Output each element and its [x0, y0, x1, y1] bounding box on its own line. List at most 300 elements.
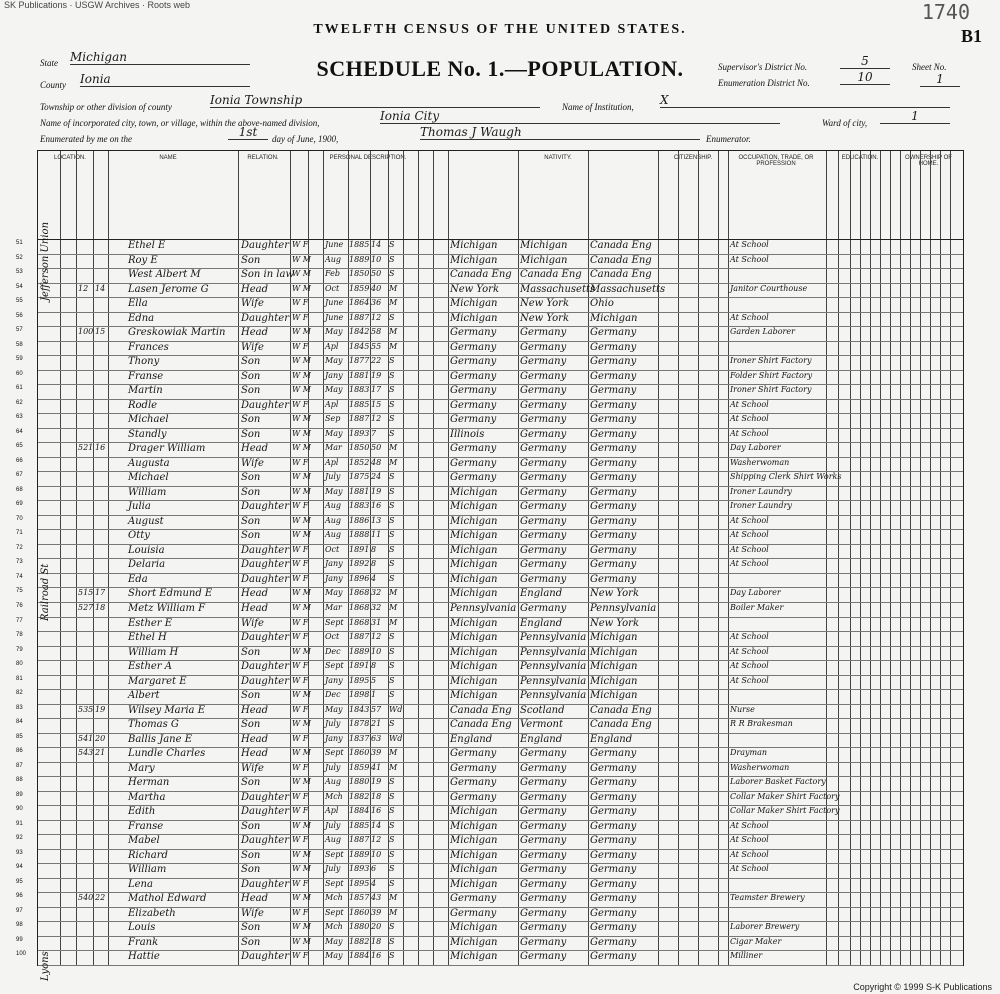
row-divider [38, 878, 963, 879]
occupation: At School [730, 632, 769, 642]
mother-birthplace: Germany [590, 951, 637, 963]
row-number: 69 [16, 501, 23, 508]
age: 18 [371, 936, 382, 946]
marital-status: S [389, 254, 395, 264]
row-number: 57 [16, 327, 23, 334]
row-number: 58 [16, 341, 23, 348]
ward-label: Ward of city, [822, 118, 868, 128]
relation: Head [241, 443, 269, 455]
father-birthplace: England [520, 733, 563, 745]
person-name: Ballis Jane E [128, 733, 193, 745]
race-sex: W M [292, 646, 311, 656]
occupation: Washerwoman [730, 762, 790, 772]
relation: Head [241, 748, 269, 760]
relation: Wife [241, 617, 264, 629]
group-citizenship: CITIZENSHIP. [673, 155, 713, 161]
marital-status: M [389, 298, 398, 308]
age: 32 [371, 588, 382, 598]
birth-year: 1898 [349, 690, 370, 700]
row-divider [38, 529, 963, 530]
relation: Daughter [241, 544, 289, 556]
race-sex: W F [292, 791, 309, 801]
relation: Son [241, 922, 261, 934]
birthplace: Germany [450, 893, 497, 905]
birth-month: Sept [325, 661, 344, 671]
marital-status: S [389, 312, 395, 322]
age: 24 [371, 472, 382, 482]
county-value: Ionia [80, 72, 250, 87]
birthplace: Germany [450, 327, 497, 339]
birthplace: Germany [450, 472, 497, 484]
birth-month: Mch [325, 893, 343, 903]
occupation: Laborer Basket Factory [730, 777, 826, 787]
birth-month: Apl [325, 806, 339, 816]
page-stamp: 1740 [921, 0, 970, 24]
row-divider [38, 399, 963, 400]
mother-birthplace: Germany [590, 327, 637, 339]
marital-status: S [389, 385, 395, 395]
row-divider [38, 907, 963, 908]
relation: Wife [241, 298, 264, 310]
relation: Son [241, 936, 261, 948]
birth-year: 1884 [349, 951, 370, 961]
row-divider [38, 413, 963, 414]
copyright-notice: Copyright © 1999 S-K Publications [853, 982, 992, 992]
institution-label: Name of Institution, [562, 102, 634, 112]
row-number: 59 [16, 356, 23, 363]
father-birthplace: Germany [520, 370, 567, 382]
father-birthplace: Germany [520, 530, 567, 542]
occupation: At School [730, 515, 769, 525]
row-number: 56 [16, 312, 23, 319]
birth-month: Aug [325, 835, 342, 845]
birth-month: May [325, 588, 343, 598]
header-divider [38, 239, 963, 240]
marital-status: S [389, 515, 395, 525]
father-birthplace: Pennsylvania [520, 661, 587, 673]
birthplace: Michigan [450, 835, 498, 847]
relation: Head [241, 603, 269, 614]
birth-year: 1852 [349, 457, 370, 467]
birth-month: Mar [325, 603, 342, 612]
age: 17 [371, 385, 382, 395]
row-number: 85 [16, 733, 23, 740]
father-birthplace: New York [520, 298, 569, 310]
relation: Daughter [241, 312, 289, 324]
township-label: Township or other division of county [40, 102, 172, 112]
marital-status: S [389, 675, 395, 685]
group-education: EDUCATION. [841, 155, 879, 161]
occupation: Garden Laborer [730, 327, 795, 337]
race-sex: W M [292, 922, 311, 932]
marital-status: S [389, 428, 395, 438]
mother-birthplace: Germany [590, 385, 637, 397]
father-birthplace: Germany [520, 849, 567, 861]
father-birthplace: Germany [520, 806, 567, 818]
marital-status: M [389, 283, 398, 293]
father-birthplace: Germany [520, 835, 567, 847]
row-number: 90 [16, 806, 23, 813]
person-name: Frances [128, 341, 169, 353]
person-name: Ethel H [128, 632, 167, 644]
group-name: NAME [159, 155, 177, 161]
birth-month: Jany [325, 559, 343, 569]
age: 22 [371, 356, 382, 366]
birth-year: 1881 [349, 486, 370, 496]
occupation: Ironer Shirt Factory [730, 385, 812, 395]
birth-year: 1882 [349, 936, 370, 946]
row-divider [38, 500, 963, 501]
age: 16 [371, 501, 382, 511]
relation: Daughter [241, 661, 289, 673]
enumerated-day: 1st [228, 125, 268, 140]
birthplace: Michigan [450, 878, 498, 890]
birth-month: Dec [325, 690, 341, 700]
birth-month: Aug [325, 530, 342, 540]
mother-birthplace: Germany [590, 777, 637, 789]
row-number: 73 [16, 559, 23, 566]
mother-birthplace: Germany [590, 893, 637, 905]
race-sex: W M [292, 486, 311, 496]
marital-status: M [389, 603, 398, 612]
birth-month: Oct [325, 544, 340, 554]
birth-year: 1887 [349, 835, 370, 845]
row-divider [38, 486, 963, 487]
birth-month: July [325, 719, 341, 729]
row-number: 91 [16, 820, 23, 827]
occupation: Ironer Laundry [730, 501, 792, 511]
father-birthplace: Germany [520, 327, 567, 339]
relation: Son [241, 254, 261, 266]
marital-status: M [389, 617, 398, 627]
relation: Daughter [241, 951, 289, 963]
row-number: 52 [16, 254, 23, 261]
row-number: 81 [16, 675, 23, 682]
birth-month: Aug [325, 777, 342, 787]
row-divider [38, 384, 963, 385]
birth-year: 1837 [349, 733, 370, 743]
birth-year: 1883 [349, 385, 370, 395]
race-sex: W F [292, 501, 309, 511]
sheet-label: Sheet No. [912, 62, 947, 72]
age: 58 [371, 327, 382, 337]
row-divider [38, 689, 963, 690]
father-birthplace: Pennsylvania [520, 675, 587, 687]
birth-year: 1859 [349, 283, 370, 293]
city-value: Ionia City [380, 109, 780, 124]
age: 13 [371, 515, 382, 525]
age: 8 [371, 661, 377, 671]
occupation: At School [730, 820, 769, 830]
birth-year: 1891 [349, 661, 370, 671]
occupation: Janitor Courthouse [730, 283, 808, 293]
street-name: Railroad St [40, 563, 51, 621]
relation: Wife [241, 762, 264, 774]
father-birthplace: Massachusetts [520, 283, 596, 295]
occupation: At School [730, 675, 769, 685]
relation: Daughter [241, 399, 289, 411]
birthplace: Michigan [450, 298, 498, 310]
marital-status: S [389, 806, 395, 816]
occupation: Day Laborer [730, 443, 781, 453]
enum-district-value: 10 [840, 70, 890, 85]
row-divider [38, 834, 963, 835]
race-sex: W M [292, 588, 311, 598]
occupation: Washerwoman [730, 457, 790, 467]
age: 55 [371, 341, 382, 351]
father-birthplace: Germany [520, 399, 567, 411]
person-name: Otty [128, 530, 150, 542]
row-divider [38, 965, 963, 966]
person-name: William [128, 486, 167, 498]
birthplace: Michigan [450, 806, 498, 818]
group-relation: RELATION. [247, 155, 279, 161]
age: 39 [371, 748, 382, 758]
birth-month: Oct [325, 632, 340, 642]
birthplace: Michigan [450, 675, 498, 687]
row-number: 99 [16, 936, 23, 943]
birthplace: Germany [450, 443, 497, 455]
institution-value: X [660, 93, 950, 108]
group-ownership: OWNERSHIP OF HOME. [905, 155, 952, 167]
birth-year: 1845 [349, 341, 370, 351]
occupation: At School [730, 530, 769, 540]
age: 50 [371, 443, 382, 453]
age: 19 [371, 370, 382, 380]
person-name: Drager William [128, 443, 206, 455]
row-number: 78 [16, 632, 23, 639]
birthplace: Germany [450, 762, 497, 774]
birth-year: 1887 [349, 414, 370, 424]
marital-status: M [389, 443, 398, 453]
person-name: Julia [128, 501, 151, 513]
race-sex: W F [292, 661, 309, 671]
enumerator-label: Enumerator. [706, 134, 751, 144]
mother-birthplace: Germany [590, 748, 637, 760]
age: 31 [371, 617, 382, 627]
marital-status: M [389, 341, 398, 351]
relation: Wife [241, 341, 264, 353]
person-name: Thomas G [128, 719, 179, 731]
birthplace: England [450, 733, 493, 745]
race-sex: W F [292, 573, 309, 583]
father-birthplace: Germany [520, 501, 567, 513]
race-sex: W M [292, 936, 311, 946]
row-number: 96 [16, 893, 23, 900]
row-number: 100 [16, 951, 27, 958]
row-divider [38, 936, 963, 937]
mother-birthplace: Canada Eng [590, 704, 652, 716]
row-number: 93 [16, 849, 23, 856]
relation: Son [241, 864, 261, 876]
row-divider [38, 849, 963, 850]
birth-month: Dec [325, 646, 341, 656]
occupation: At School [730, 428, 769, 438]
relation: Wife [241, 907, 264, 919]
person-name: Mabel [128, 835, 160, 847]
birth-year: 1887 [349, 632, 370, 642]
race-sex: W F [292, 298, 309, 308]
state-label: State [40, 58, 58, 68]
row-number: 54 [16, 283, 23, 290]
occupation: At School [730, 849, 769, 859]
state-value: Michigan [70, 50, 250, 65]
person-name: Augusta [128, 457, 170, 469]
age: 19 [371, 777, 382, 787]
row-divider [38, 660, 963, 661]
mother-birthplace: Michigan [590, 312, 638, 324]
group-personal: PERSONAL DESCRIPTION. [329, 155, 407, 161]
race-sex: W F [292, 240, 309, 249]
row-divider [38, 355, 963, 356]
mother-birthplace: Michigan [590, 632, 638, 644]
mother-birthplace: Germany [590, 370, 637, 382]
enum-district-label: Enumeration District No. [718, 78, 810, 88]
birthplace: Michigan [450, 515, 498, 527]
marital-status: M [389, 588, 398, 598]
race-sex: W F [292, 341, 309, 351]
birth-year: 1889 [349, 646, 370, 656]
birthplace: Germany [450, 341, 497, 353]
birthplace: Michigan [450, 646, 498, 658]
birthplace: Germany [450, 457, 497, 469]
mother-birthplace: Michigan [590, 661, 638, 673]
birth-year: 1880 [349, 777, 370, 787]
age: 48 [371, 457, 382, 467]
birth-month: Sept [325, 617, 344, 627]
birth-year: 1880 [349, 922, 370, 932]
birth-month: July [325, 820, 341, 830]
relation: Son [241, 356, 261, 368]
mother-birthplace: Canada Eng [590, 269, 652, 281]
occupation: Nurse [730, 704, 755, 714]
occupation: Laborer Brewery [730, 922, 800, 932]
birth-year: 1868 [349, 603, 370, 612]
age: 43 [371, 893, 382, 903]
relation: Head [241, 733, 269, 745]
occupation: Milliner [730, 951, 763, 961]
age: 57 [371, 704, 382, 714]
person-name: Franse [128, 820, 164, 832]
row-number: 71 [16, 530, 23, 537]
father-birthplace: Pennsylvania [520, 690, 587, 702]
occupation: Collar Maker Shirt Factory [730, 791, 840, 801]
marital-status: S [389, 544, 395, 554]
marital-status: S [389, 690, 395, 700]
mother-birthplace: Germany [590, 341, 637, 353]
birthplace: Canada Eng [450, 719, 512, 731]
birth-month: Sep [325, 414, 341, 424]
birth-year: 1864 [349, 298, 370, 308]
race-sex: W M [292, 327, 311, 337]
archive-watermark: SK Publications · USGW Archives · Roots web [4, 0, 191, 10]
birth-year: 1878 [349, 719, 370, 729]
person-name: Delaria [128, 559, 166, 571]
person-name: Rodle [128, 399, 158, 411]
age: 10 [371, 849, 382, 859]
race-sex: W M [292, 515, 311, 525]
birth-year: 1859 [349, 762, 370, 772]
birthplace: Michigan [450, 951, 498, 963]
family-number: 20 [95, 733, 106, 743]
mother-birthplace: Germany [590, 878, 637, 890]
father-birthplace: Germany [520, 762, 567, 774]
marital-status: S [389, 414, 395, 424]
age: 6 [371, 864, 377, 874]
township-value: Ionia Township [210, 93, 540, 108]
supervisor-label: Supervisor's District No. [718, 62, 808, 72]
father-birthplace: Vermont [520, 719, 563, 731]
marital-status: S [389, 878, 395, 888]
age: 19 [371, 486, 382, 496]
birth-month: June [325, 240, 344, 249]
marital-status: S [389, 777, 395, 787]
marital-status: S [389, 791, 395, 801]
relation: Head [241, 283, 269, 295]
mother-birthplace: Canada Eng [590, 254, 652, 266]
marital-status: S [389, 559, 395, 569]
marital-status: S [389, 646, 395, 656]
occupation: Teamster Brewery [730, 893, 805, 903]
person-name: Ethel E [128, 240, 166, 251]
row-divider [38, 950, 963, 951]
father-birthplace: Germany [520, 864, 567, 876]
person-name: Edna [128, 312, 155, 324]
occupation: Drayman [730, 748, 768, 758]
birth-year: 1889 [349, 849, 370, 859]
relation: Daughter [241, 878, 289, 890]
age: 63 [371, 733, 382, 743]
row-number: 97 [16, 907, 23, 914]
father-birthplace: Germany [520, 544, 567, 556]
marital-status: S [389, 486, 395, 496]
row-number: 72 [16, 544, 23, 551]
father-birthplace: Germany [520, 428, 567, 440]
person-name: Elizabeth [128, 907, 176, 919]
occupation: At School [730, 254, 769, 264]
marital-status: S [389, 864, 395, 874]
marital-status: M [389, 907, 398, 917]
father-birthplace: Michigan [520, 240, 568, 251]
occupation: Ironer Laundry [730, 486, 792, 496]
birth-year: 1850 [349, 443, 370, 453]
age: 20 [371, 922, 382, 932]
age: 8 [371, 544, 377, 554]
person-name: William H [128, 646, 179, 658]
marital-status: Wd [389, 733, 403, 743]
race-sex: W F [292, 733, 309, 743]
row-divider [38, 558, 963, 559]
birthplace: Michigan [450, 864, 498, 876]
father-birthplace: Germany [520, 820, 567, 832]
mother-birthplace: Germany [590, 399, 637, 411]
street-name: Lyons [40, 951, 51, 981]
row-number: 79 [16, 646, 23, 653]
relation: Daughter [241, 675, 289, 687]
group-nativity: NATIVITY. [544, 155, 572, 161]
mother-birthplace: Germany [590, 501, 637, 513]
dwelling-number: 541 [78, 733, 94, 743]
birth-month: Apl [325, 457, 339, 467]
row-number: 82 [16, 690, 23, 697]
birth-year: 1885 [349, 399, 370, 409]
mother-birthplace: England [590, 733, 633, 745]
marital-status: S [389, 719, 395, 729]
mother-birthplace: Pennsylvania [590, 603, 657, 614]
relation: Son [241, 820, 261, 832]
birth-month: May [325, 385, 343, 395]
family-number: 18 [95, 603, 106, 612]
